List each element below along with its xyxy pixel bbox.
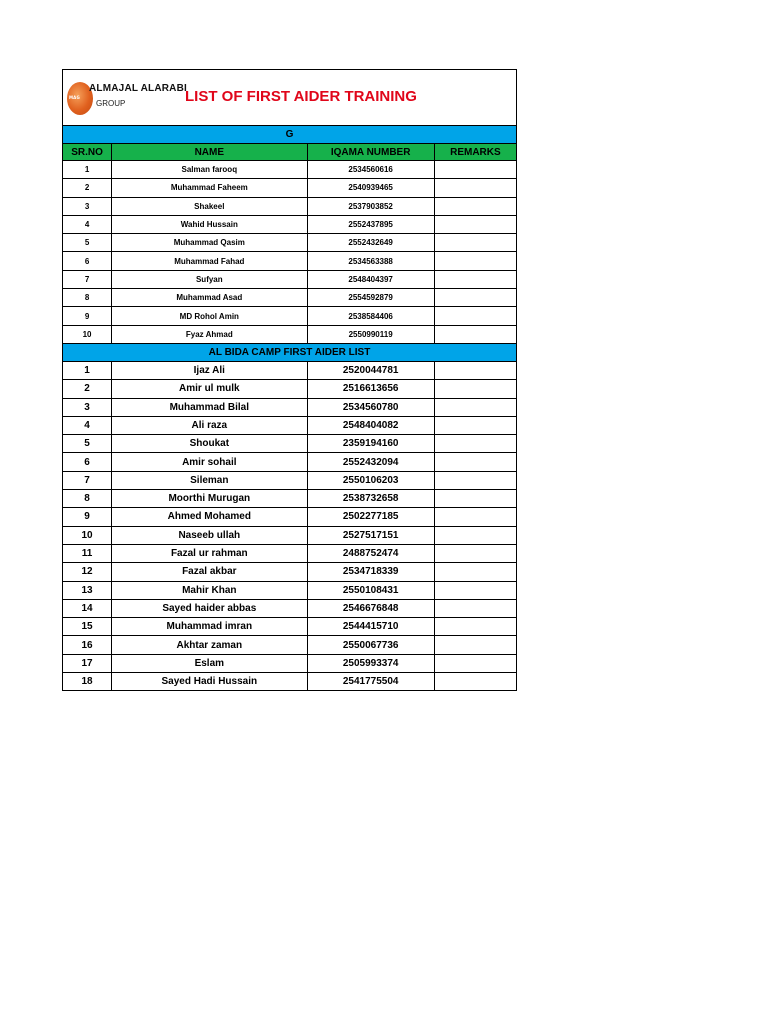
cell-name: Fyaz Ahmad — [112, 325, 307, 343]
table-row — [63, 398, 517, 416]
table-row — [63, 289, 517, 307]
cell-name: Muhammad Asad — [112, 289, 307, 307]
cell-name: Wahid Hussain — [112, 215, 307, 233]
cell-iqama: 2488752474 — [307, 544, 434, 562]
table-row — [63, 636, 517, 654]
cell-iqama: 2550106203 — [307, 471, 434, 489]
cell-iqama: 2538584406 — [307, 307, 434, 325]
cell-srno: 13 — [63, 581, 112, 599]
cell-srno: 3 — [63, 197, 112, 215]
table-row — [63, 179, 517, 197]
cell-remarks — [434, 636, 516, 654]
cell-remarks — [434, 307, 516, 325]
cell-name: Sileman — [112, 471, 307, 489]
table-row — [63, 215, 517, 233]
cell-name: Amir ul mulk — [112, 380, 307, 398]
cell-srno: 7 — [63, 270, 112, 288]
table-row — [63, 654, 517, 672]
table-row — [63, 325, 517, 343]
cell-iqama: 2548404082 — [307, 416, 434, 434]
cell-name: Salman farooq — [112, 161, 307, 179]
cell-iqama: 2516613656 — [307, 380, 434, 398]
cell-name: Ijaz Ali — [112, 361, 307, 379]
cell-remarks — [434, 526, 516, 544]
table-row — [63, 526, 517, 544]
cell-remarks — [434, 398, 516, 416]
cell-remarks — [434, 416, 516, 434]
table-row — [63, 307, 517, 325]
table-row — [63, 673, 517, 691]
table-row — [63, 197, 517, 215]
cell-remarks — [434, 197, 516, 215]
logo-group-text: GROUP — [96, 99, 126, 108]
cell-name: MD Rohol Amin — [112, 307, 307, 325]
cell-name: Shoukat — [112, 435, 307, 453]
cell-name: Sayed haider abbas — [112, 599, 307, 617]
table-row — [63, 453, 517, 471]
cell-srno: 15 — [63, 618, 112, 636]
cell-remarks — [434, 471, 516, 489]
cell-srno: 17 — [63, 654, 112, 672]
cell-iqama: 2502277185 — [307, 508, 434, 526]
cell-name: Muhammad Fahad — [112, 252, 307, 270]
document-title: LIST OF FIRST AIDER TRAINING — [185, 88, 417, 105]
first-aider-table — [62, 69, 517, 691]
header-row — [63, 70, 517, 126]
cell-name: Sufyan — [112, 270, 307, 288]
table-row — [63, 380, 517, 398]
table-row — [63, 544, 517, 562]
cell-name: Muhammad Bilal — [112, 398, 307, 416]
cell-remarks — [434, 453, 516, 471]
cell-name: Sayed Hadi Hussain — [112, 673, 307, 691]
table-row — [63, 490, 517, 508]
cell-name: Shakeel — [112, 197, 307, 215]
cell-srno: 1 — [63, 161, 112, 179]
table-row — [63, 599, 517, 617]
cell-remarks — [434, 581, 516, 599]
cell-remarks — [434, 654, 516, 672]
section-band-al-bida — [63, 343, 517, 361]
cell-srno: 2 — [63, 380, 112, 398]
cell-remarks — [434, 270, 516, 288]
cell-iqama: 2544415710 — [307, 618, 434, 636]
cell-remarks — [434, 361, 516, 379]
column-header-iqama: IQAMA NUMBER — [307, 144, 434, 161]
table-row — [63, 471, 517, 489]
column-header-srno: SR.NO — [63, 144, 112, 161]
section-title: G — [63, 126, 517, 144]
cell-iqama: 2550108431 — [307, 581, 434, 599]
cell-srno: 1 — [63, 361, 112, 379]
table-row — [63, 581, 517, 599]
cell-srno: 8 — [63, 289, 112, 307]
table-row — [63, 508, 517, 526]
table-row — [63, 563, 517, 581]
cell-iqama: 2534718339 — [307, 563, 434, 581]
cell-iqama: 2552432094 — [307, 453, 434, 471]
logo-mini-text: MAG — [69, 95, 80, 100]
section-band-g — [63, 126, 517, 144]
cell-srno: 10 — [63, 325, 112, 343]
cell-name: Akhtar zaman — [112, 636, 307, 654]
table-row — [63, 234, 517, 252]
cell-name: Ali raza — [112, 416, 307, 434]
cell-iqama: 2505993374 — [307, 654, 434, 672]
cell-srno: 14 — [63, 599, 112, 617]
cell-srno: 18 — [63, 673, 112, 691]
cell-remarks — [434, 618, 516, 636]
cell-remarks — [434, 673, 516, 691]
cell-remarks — [434, 563, 516, 581]
cell-iqama: 2550067736 — [307, 636, 434, 654]
cell-name: Fazal ur rahman — [112, 544, 307, 562]
cell-srno: 4 — [63, 416, 112, 434]
cell-remarks — [434, 599, 516, 617]
cell-srno: 3 — [63, 398, 112, 416]
cell-iqama: 2548404397 — [307, 270, 434, 288]
cell-srno: 16 — [63, 636, 112, 654]
cell-remarks — [434, 179, 516, 197]
cell-iqama: 2552437895 — [307, 215, 434, 233]
cell-srno: 2 — [63, 179, 112, 197]
table-row — [63, 161, 517, 179]
table-row — [63, 270, 517, 288]
cell-srno: 8 — [63, 490, 112, 508]
cell-remarks — [434, 215, 516, 233]
cell-iqama: 2552432649 — [307, 234, 434, 252]
cell-srno: 11 — [63, 544, 112, 562]
cell-iqama: 2540939465 — [307, 179, 434, 197]
cell-name: Eslam — [112, 654, 307, 672]
cell-remarks — [434, 508, 516, 526]
cell-iqama: 2537903852 — [307, 197, 434, 215]
cell-iqama: 2359194160 — [307, 435, 434, 453]
cell-iqama: 2534560616 — [307, 161, 434, 179]
cell-iqama: 2550990119 — [307, 325, 434, 343]
cell-srno: 9 — [63, 508, 112, 526]
cell-srno: 6 — [63, 252, 112, 270]
table-row — [63, 252, 517, 270]
company-logo — [67, 79, 187, 117]
table-row — [63, 618, 517, 636]
cell-srno: 12 — [63, 563, 112, 581]
cell-remarks — [434, 252, 516, 270]
cell-iqama: 2541775504 — [307, 673, 434, 691]
cell-iqama: 2520044781 — [307, 361, 434, 379]
cell-srno: 9 — [63, 307, 112, 325]
header-cell — [63, 70, 517, 126]
cell-name: Moorthi Murugan — [112, 490, 307, 508]
table-row — [63, 435, 517, 453]
logo-company-name: ALMAJAL ALARABI — [89, 83, 187, 94]
cell-name: Muhammad Faheem — [112, 179, 307, 197]
cell-remarks — [434, 544, 516, 562]
column-header-remarks: REMARKS — [434, 144, 516, 161]
cell-srno: 6 — [63, 453, 112, 471]
cell-iqama: 2546676848 — [307, 599, 434, 617]
section-title: AL BIDA CAMP FIRST AIDER LIST — [63, 343, 517, 361]
cell-iqama: 2527517151 — [307, 526, 434, 544]
cell-remarks — [434, 490, 516, 508]
cell-name: Muhammad imran — [112, 618, 307, 636]
cell-iqama: 2554592879 — [307, 289, 434, 307]
cell-iqama: 2538732658 — [307, 490, 434, 508]
cell-iqama: 2534563388 — [307, 252, 434, 270]
table-row — [63, 416, 517, 434]
cell-remarks — [434, 380, 516, 398]
cell-remarks — [434, 289, 516, 307]
cell-remarks — [434, 325, 516, 343]
cell-srno: 7 — [63, 471, 112, 489]
cell-name: Fazal akbar — [112, 563, 307, 581]
column-header-name: NAME — [112, 144, 307, 161]
column-header-row — [63, 144, 517, 161]
cell-remarks — [434, 234, 516, 252]
cell-srno: 5 — [63, 234, 112, 252]
cell-name: Ahmed Mohamed — [112, 508, 307, 526]
cell-srno: 10 — [63, 526, 112, 544]
cell-name: Amir sohail — [112, 453, 307, 471]
cell-srno: 4 — [63, 215, 112, 233]
cell-name: Muhammad Qasim — [112, 234, 307, 252]
cell-remarks — [434, 161, 516, 179]
cell-name: Mahir Khan — [112, 581, 307, 599]
table-row — [63, 361, 517, 379]
cell-iqama: 2534560780 — [307, 398, 434, 416]
cell-remarks — [434, 435, 516, 453]
cell-name: Naseeb ullah — [112, 526, 307, 544]
cell-srno: 5 — [63, 435, 112, 453]
